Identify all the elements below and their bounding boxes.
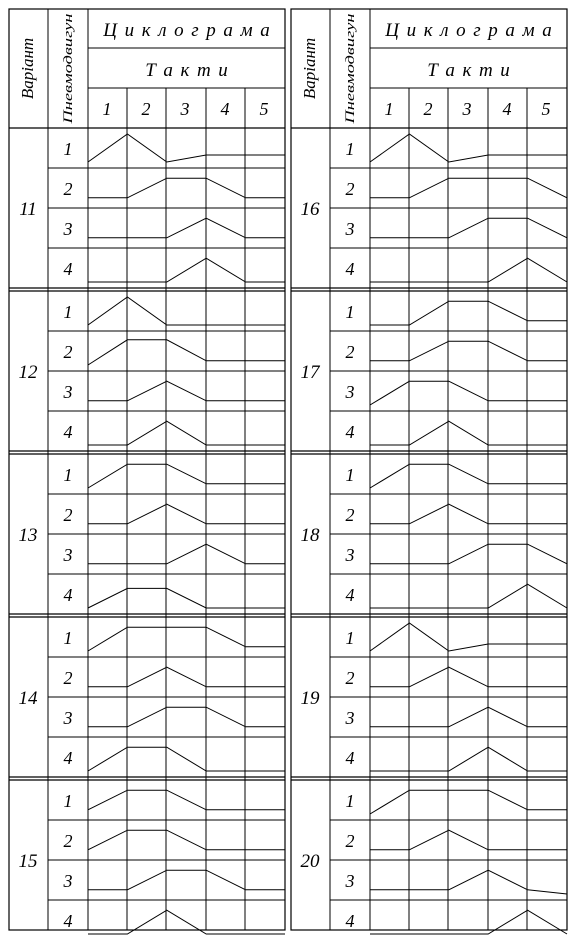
cyclogram-trace [370, 178, 567, 198]
cyclogram-trace [88, 297, 285, 325]
cyclogram-trace [88, 707, 285, 727]
cyclogram-trace [88, 544, 285, 564]
variant-block-13 [9, 451, 285, 608]
variant-number: 18 [300, 525, 320, 546]
cylinder-number-1: 1 [345, 628, 355, 648]
variant-number: 15 [18, 851, 38, 872]
cyclogram-trace [370, 258, 567, 282]
variant-number: 11 [19, 199, 37, 220]
cyclogram-trace [88, 588, 285, 608]
cylinder-number-4: 4 [345, 585, 355, 605]
cyclogram-trace [370, 707, 567, 727]
variant-block-12 [9, 288, 285, 445]
tact-number-1: 1 [384, 99, 394, 119]
cyclogram-trace [370, 504, 567, 524]
cylinder-header: Пневмодвигун [342, 45, 357, 124]
tact-number-1: 1 [102, 99, 112, 119]
cylinder-number-1: 1 [63, 791, 73, 811]
cylinder-number-2: 2 [63, 342, 73, 362]
cylinder-number-1: 1 [345, 139, 355, 159]
cyclogram-trace [370, 218, 567, 238]
cylinder-header: Пневмодвигун [60, 45, 75, 124]
cylinder-number-4: 4 [345, 422, 355, 442]
cylinder-number-1: 1 [345, 302, 355, 322]
cylinder-number-2: 2 [345, 342, 355, 362]
cylinder-number-3: 3 [345, 545, 355, 565]
cylinder-number-2: 2 [63, 668, 73, 688]
cyclogram-header: Ц и к л о г р а м а [385, 20, 552, 41]
cyclogram-trace [370, 544, 567, 564]
cyclogram-table-2 [291, 9, 567, 934]
variant-header: Варіант [18, 37, 37, 100]
cyclogram-trace [370, 301, 567, 325]
tacts-header: Т а к т и [145, 60, 228, 81]
cylinder-number-2: 2 [345, 668, 355, 688]
tact-number-3: 3 [180, 99, 190, 119]
variant-block-20 [291, 777, 567, 934]
variant-block-17 [291, 288, 567, 445]
variant-number: 13 [18, 525, 38, 546]
cyclogram-trace [88, 258, 285, 282]
cylinder-number-4: 4 [345, 911, 355, 931]
variant-block-19 [291, 614, 567, 771]
cylinder-number-3: 3 [345, 871, 355, 891]
cylinder-number-4: 4 [345, 259, 355, 279]
cyclogram-trace [88, 627, 285, 651]
cyclogram-trace [88, 218, 285, 238]
cylinder-number-4: 4 [63, 259, 73, 279]
cyclogram-table-1 [9, 9, 285, 934]
cylinder-number-4: 4 [63, 748, 73, 768]
table-frame [9, 9, 285, 930]
tact-number-2: 2 [423, 99, 433, 119]
cylinder-number-4: 4 [63, 585, 73, 605]
variant-number: 14 [18, 688, 38, 709]
tact-number-2: 2 [141, 99, 151, 119]
cyclogram-trace [370, 790, 567, 814]
cylinder-number-4: 4 [63, 422, 73, 442]
cylinder-number-3: 3 [63, 871, 73, 891]
cyclogram-trace [370, 667, 567, 687]
cylinder-number-3: 3 [63, 545, 73, 565]
cyclogram-trace [88, 504, 285, 524]
cylinder-number-3: 3 [345, 708, 355, 728]
cylinder-number-3: 3 [345, 382, 355, 402]
cyclogram-trace [88, 381, 285, 401]
cyclogram-trace [88, 340, 285, 365]
cylinder-number-3: 3 [63, 219, 73, 239]
cyclogram-trace [370, 830, 567, 850]
cyclogram-trace [370, 134, 567, 162]
cyclogram-trace [370, 584, 567, 608]
cyclogram-trace [370, 870, 567, 894]
cyclogram-trace [370, 381, 567, 405]
table-frame [291, 9, 567, 930]
cyclogram-trace [88, 421, 285, 445]
cyclogram-trace [88, 667, 285, 687]
cylinder-number-2: 2 [63, 179, 73, 199]
cyclogram-trace [370, 747, 567, 771]
cylinder-number-1: 1 [63, 628, 73, 648]
cyclogram-trace [88, 870, 285, 890]
cylinder-number-1: 1 [63, 139, 73, 159]
cylinder-number-3: 3 [345, 219, 355, 239]
cyclogram-trace [370, 623, 567, 651]
variant-header: Варіант [300, 37, 319, 100]
cyclogram-trace [370, 464, 567, 488]
tacts-header: Т а к т и [427, 60, 510, 81]
cyclogram-trace [88, 747, 285, 771]
cyclogram-trace [88, 830, 285, 850]
tact-number-4: 4 [502, 99, 512, 119]
cylinder-number-1: 1 [345, 465, 355, 485]
cylinder-number-1: 1 [345, 791, 355, 811]
cyclogram-header: Ц и к л о г р а м а [103, 20, 270, 41]
cylinder-number-4: 4 [345, 748, 355, 768]
cylinder-number-1: 1 [63, 465, 73, 485]
cylinder-number-2: 2 [345, 179, 355, 199]
variant-number: 16 [300, 199, 320, 220]
cylinder-number-2: 2 [63, 505, 73, 525]
cylinder-number-2: 2 [63, 831, 73, 851]
tact-number-4: 4 [220, 99, 230, 119]
cylinder-number-3: 3 [63, 708, 73, 728]
cyclogram-trace [88, 134, 285, 162]
cyclogram-trace [88, 178, 285, 198]
cylinder-number-3: 3 [63, 382, 73, 402]
variant-block-14 [9, 614, 285, 771]
tact-number-3: 3 [462, 99, 472, 119]
variant-block-15 [9, 777, 285, 934]
cyclogram-trace [370, 421, 567, 445]
cyclogram-trace [370, 341, 567, 361]
tact-number-5: 5 [259, 99, 269, 119]
cylinder-number-2: 2 [345, 505, 355, 525]
cylinder-number-1: 1 [63, 302, 73, 322]
variant-block-18 [291, 451, 567, 608]
tact-number-5: 5 [541, 99, 551, 119]
variant-number: 12 [18, 362, 38, 383]
variant-number: 19 [300, 688, 320, 709]
cyclogram-trace [88, 790, 285, 810]
cylinder-number-2: 2 [345, 831, 355, 851]
variant-number: 20 [300, 851, 320, 872]
cyclogram-trace [88, 464, 285, 488]
variant-number: 17 [300, 362, 320, 383]
cylinder-number-4: 4 [63, 911, 73, 931]
